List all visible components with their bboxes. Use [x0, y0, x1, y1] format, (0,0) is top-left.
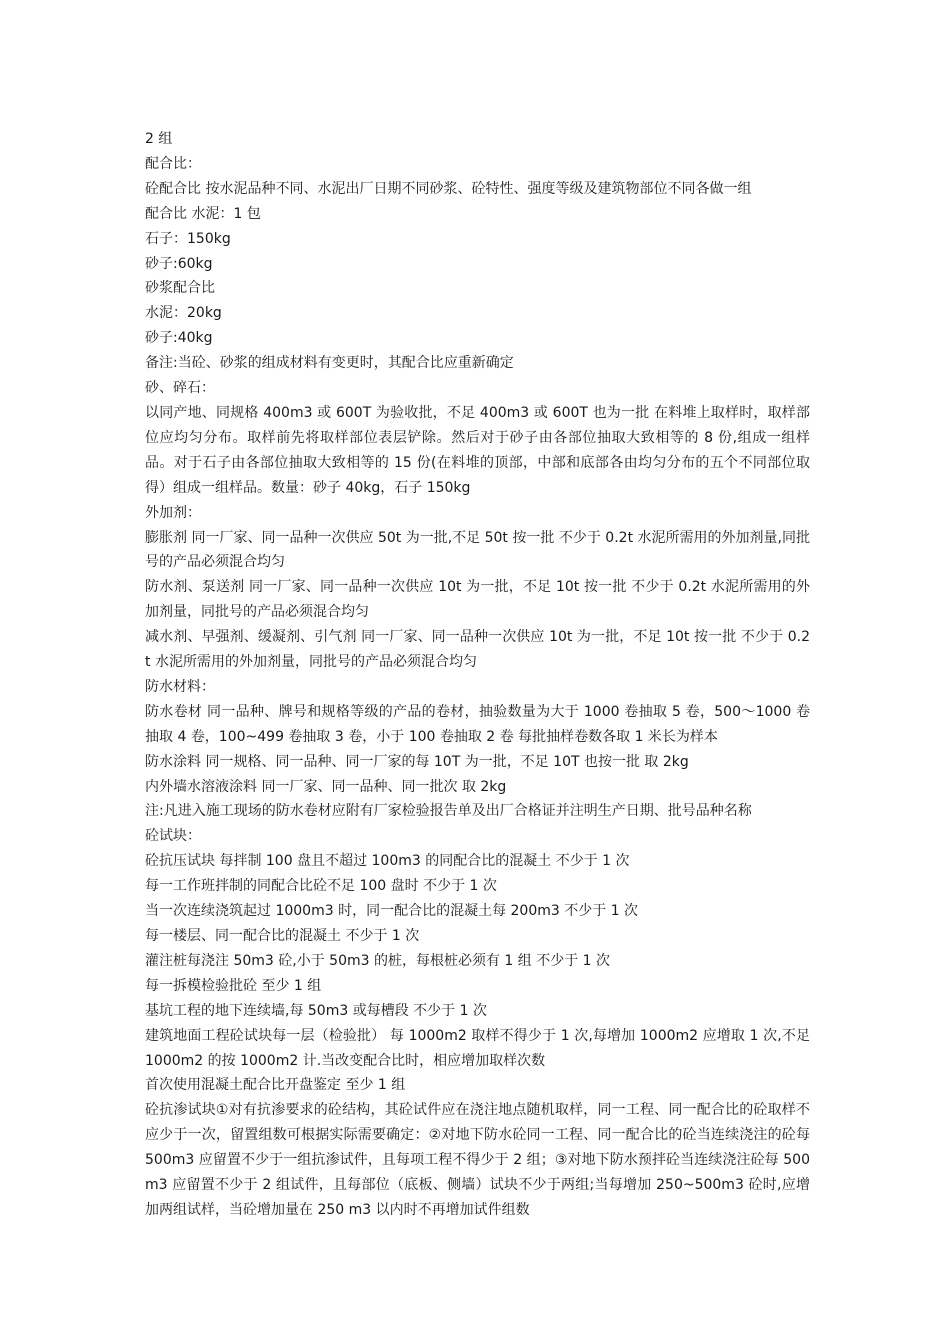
text-line: 砂子:40kg	[145, 330, 213, 347]
text-line: 水泥：20kg	[145, 305, 222, 322]
text-line: 砂子:60kg	[145, 255, 213, 272]
note-line: 备注:当砼、砂浆的组成材料有变更时，其配合比应重新确定	[145, 355, 514, 372]
text-line: 石子：150kg	[145, 230, 231, 247]
paragraph: 以同产地、同规格 400m3 或 600T 为验收批，不足 400m3 或 600T 也为一批 在料堆上取样时，取样部位应均匀分布。取样前先将取样部位表层铲除。然后对于砂子由各部位抽取大致相等的 8 份,组成一组样品。对于石子由各部位抽取大致相等的 15 份(在料堆的顶部，中部和底部各由均匀分布的五个不同部位取得）组成一组样品。数量：砂子 40kg，石子 150kg	[145, 404, 810, 496]
text-line: 配合比 水泥：1 包	[145, 205, 261, 222]
text-line: 每一楼层、同一配合比的混凝土 不少于 1 次	[145, 928, 420, 944]
text-line: 内外墙水溶液涂料 同一厂家、同一品种、同一批次 取 2kg	[145, 778, 507, 795]
paragraph: 建筑地面工程砼试块每一层（检验批） 每 1000m2 取样不得少于 1 次,每增加 1000m2 应增取 1 次,不足 1000m2 的按 1000m2 计.当改变配合比时，相应增加取样次数	[145, 1027, 810, 1069]
text-line: 每一工作班拌制的同配合比砼不足 100 盘时 不少于 1 次	[145, 878, 497, 895]
text-line: 当一次连续浇筑起过 1000m3 时，同一配合比的混凝土每 200m3 不少于 1 次	[145, 903, 639, 920]
section-heading: 砂、碎石：	[145, 380, 215, 397]
text-line: 砂浆配合比	[145, 280, 215, 297]
paragraph: 防水剂、泵送剂 同一厂家、同一品种一次供应 10t 为一批，不足 10t 按一批 不少于 0.2t 水泥所需用的外加剂量，同批号的产品必须混合均匀	[145, 579, 810, 621]
paragraph: 膨胀剂 同一厂家、同一品种一次供应 50t 为一批,不足 50t 按一批 不少于 0.2t 水泥所需用的外加剂量,同批号的产品必须混合均匀	[145, 529, 810, 571]
text-line: 灌注桩每浇注 50m3 砼,小于 50m3 的桩，每根桩必须有 1 组 不少于 1 次	[145, 952, 611, 969]
text-line: 基坑工程的地下连续墙,每 50m3 或每槽段 不少于 1 次	[145, 1002, 487, 1019]
section-heading: 砼试块：	[145, 828, 201, 845]
text-line: 首次使用混凝土配合比开盘鉴定 至少 1 组	[145, 1077, 406, 1094]
document-body	[145, 127, 810, 1223]
section-heading: 配合比：	[145, 155, 201, 172]
text-line: 防水涂料 同一规格、同一品种、同一厂家的每 10T 为一批，不足 10T 也按一批 取 2kg	[145, 753, 689, 770]
paragraph: 防水卷材 同一品种、牌号和规格等级的产品的卷材，抽验数量为大于 1000 卷抽取 5 卷，500～1000 卷抽取 4 卷，100~499 卷抽取 3 卷，小于 100 卷抽取 2 卷 每批抽样卷数各取 1 米长为样本	[145, 703, 810, 745]
paragraph: 减水剂、早强剂、缓凝剂、引气剂 同一厂家、同一品种一次供应 10t 为一批，不足 10t 按一批 不少于 0.2t 水泥所需用的外加剂量，同批号的产品必须混合均匀	[145, 629, 810, 671]
note-line: 注:凡进入施工现场的防水卷材应附有厂家检验报告单及出厂合格证并注明生产日期、批号品种名称	[145, 803, 752, 820]
text-line: 砼配合比 按水泥品种不同、水泥出厂日期不同砂浆、砼特性、强度等级及建筑物部位不同各做一组	[145, 180, 752, 197]
text-line: 砼抗压试块 每拌制 100 盘且不超过 100m3 的同配合比的混凝土 不少于 1 次	[145, 853, 630, 870]
text-line: 每一拆模检验批砼 至少 1 组	[145, 977, 322, 994]
section-heading: 防水材料：	[145, 678, 215, 695]
section-heading: 外加剂：	[145, 504, 201, 521]
paragraph: 砼抗渗试块①对有抗渗要求的砼结构，其砼试件应在浇注地点随机取样，同一工程、同一配合比的砼取样不应少于一次，留置组数可根据实际需要确定：②对地下防水砼同一工程、同一配合比的砼当连续浇注的砼每 500m3 应留置不少于一组抗渗试件，且每项工程不得少于 2 组；③对地下防水预拌砼当连续浇注砼每 500m3 应留置不少于 2 组试件，且每部位（底板、侧墙）试块不少于两组;当每增加 250~500m3 砼时,应增加两组试样，当砼增加量在 250 m3 以内时不再增加试件组数	[145, 1102, 810, 1218]
text-line: 2 组	[145, 131, 173, 147]
